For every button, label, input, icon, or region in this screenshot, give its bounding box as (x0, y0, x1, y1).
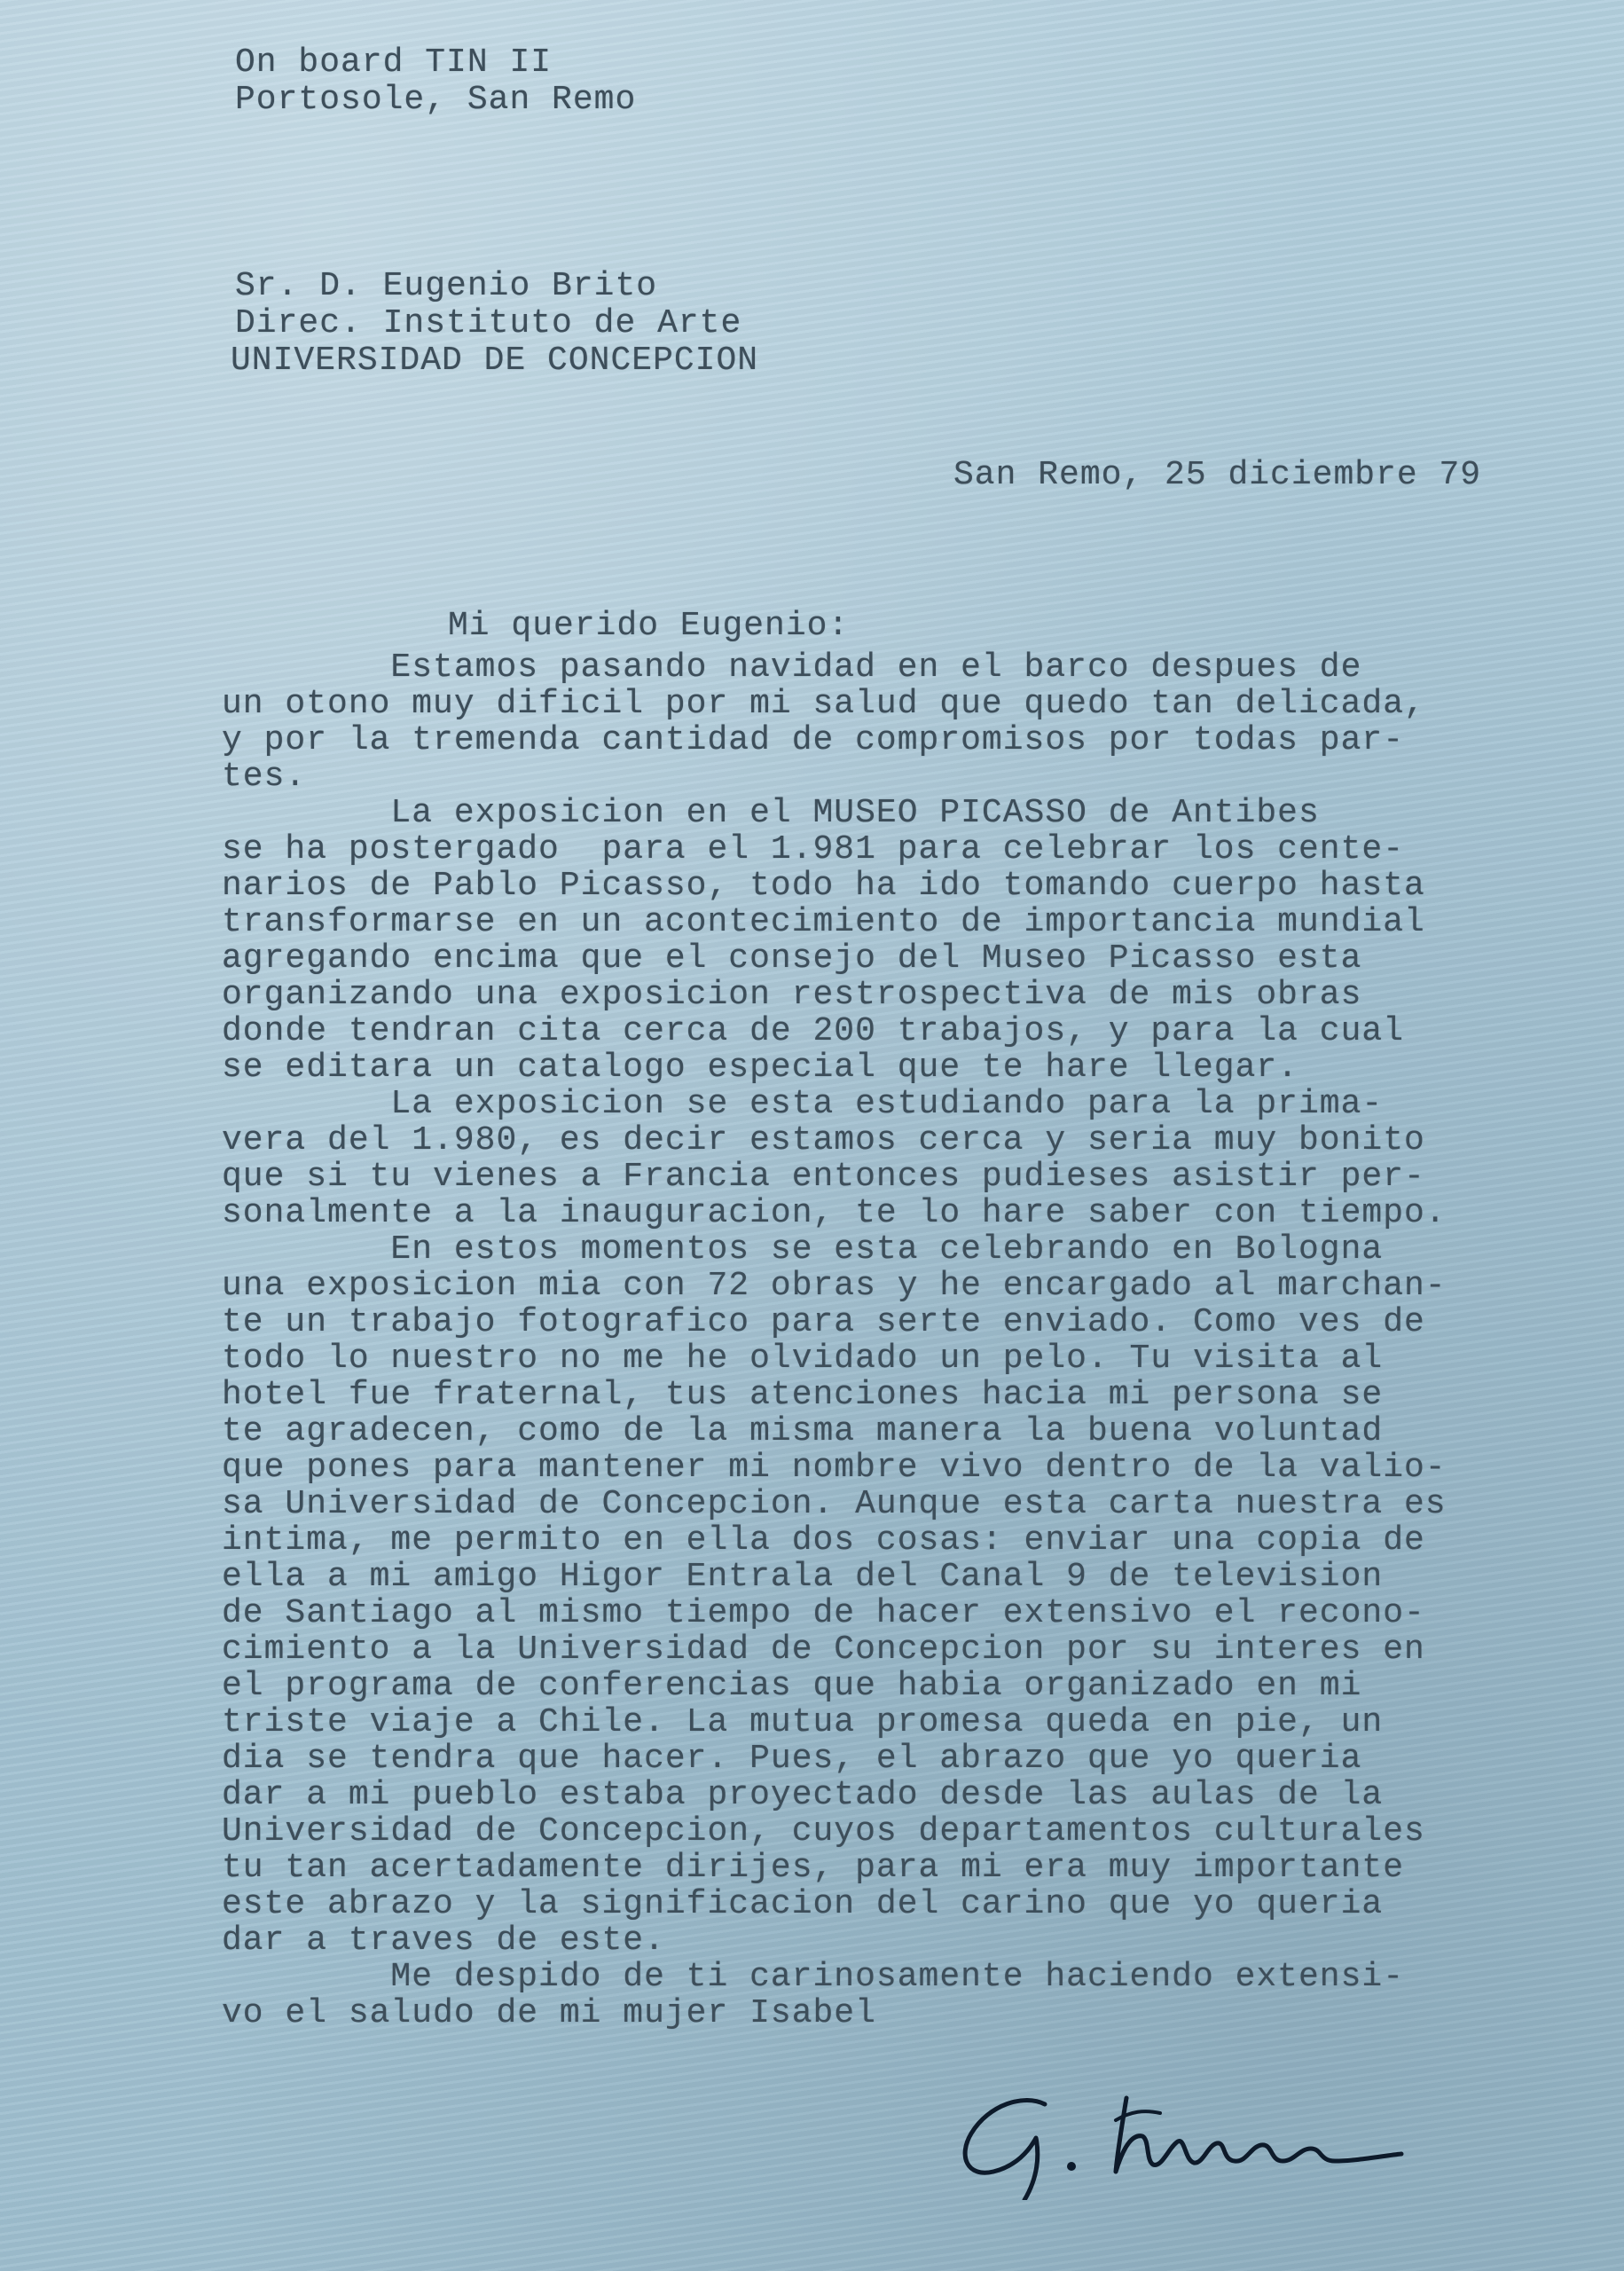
salutation: Mi querido Eugenio: (448, 607, 850, 645)
body-line: intima, me permito en ella dos cosas: enviar una copia de (222, 1521, 1425, 1560)
sender-line-1: On board TIN II (235, 43, 553, 82)
body-line: vo el saludo de mi mujer Isabel (222, 1994, 876, 2032)
body-line: donde tendran cita cerca de 200 trabajos, y para la cual (222, 1012, 1405, 1050)
body-line: tes. (222, 758, 307, 796)
body-line: En estos momentos se esta celebrando en Bologna (222, 1230, 1384, 1269)
body-line: dar a mi pueblo estaba proyectado desde las aulas de la (222, 1776, 1384, 1814)
body-line: te un trabajo fotografico para serte enviado. Como ves de (222, 1303, 1425, 1341)
body-line: organizando una exposicion restrospectiva de mis obras (222, 976, 1362, 1014)
body-line: ella a mi amigo Higor Entrala del Canal 9 de television (222, 1558, 1384, 1596)
body-line: de Santiago al mismo tiempo de hacer extensivo el recono- (222, 1594, 1425, 1632)
body-line: sonalmente a la inauguracion, te lo hare saber con tiempo. (222, 1194, 1447, 1232)
body-line: transformarse en un acontecimiento de importancia mundial (222, 903, 1425, 941)
body-line: Estamos pasando navidad en el barco despues de (222, 648, 1362, 687)
body-line: hotel fue fraternal, tus atenciones hacia mi persona se (222, 1376, 1384, 1414)
body-line: dar a traves de este. (222, 1921, 665, 1960)
body-line: un otono muy dificil por mi salud que quedo tan delicada, (222, 685, 1425, 723)
body-line: La exposicion en el MUSEO PICASSO de Antibes (222, 794, 1320, 832)
body-line: sa Universidad de Concepcion. Aunque esta carta nuestra es (222, 1485, 1447, 1523)
body-line: triste viaje a Chile. La mutua promesa queda en pie, un (222, 1703, 1384, 1741)
body-line: tu tan acertadamente dirijes, para mi era muy importante (222, 1849, 1405, 1887)
body-line: Universidad de Concepcion, cuyos departamentos culturales (222, 1812, 1425, 1851)
body-line: agregando encima que el consejo del Museo Picasso esta (222, 939, 1362, 978)
letter-body (222, 649, 1447, 2031)
recipient-line-1: Sr. D. Eugenio Brito (235, 267, 658, 305)
body-line: una exposicion mia con 72 obras y he encargado al marchan- (222, 1267, 1447, 1305)
body-line: se editara un catalogo especial que te hare llegar. (222, 1049, 1298, 1087)
body-line: se ha postergado para el 1.981 para celebrar los cente- (222, 830, 1405, 868)
body-line: narios de Pablo Picasso, todo ha ido tomando cuerpo hasta (222, 867, 1425, 905)
body-line: te agradecen, como de la misma manera la buena voluntad (222, 1412, 1384, 1450)
body-line: La exposicion se esta estudiando para la prima- (222, 1085, 1384, 1123)
body-line: Me despido de ti carinosamente haciendo extensi- (222, 1958, 1405, 1996)
body-line: y por la tremenda cantidad de compromisos por todas par- (222, 721, 1405, 759)
body-line: todo lo nuestro no me he olvidado un pelo. Tu visita al (222, 1340, 1384, 1378)
body-line: que pones para mantener mi nombre vivo dentro de la valio- (222, 1449, 1447, 1487)
body-line: dia se tendra que hacer. Pues, el abrazo que yo queria (222, 1740, 1362, 1778)
recipient-line-3: UNIVERSIDAD DE CONCEPCION (231, 342, 759, 380)
recipient-line-2: Direc. Instituto de Arte (235, 304, 742, 342)
body-line: el programa de conferencias que habia organizado en mi (222, 1667, 1362, 1705)
signature (940, 2067, 1419, 2200)
body-line: cimiento a la Universidad de Concepcion por su interes en (222, 1631, 1425, 1669)
body-line: vera del 1.980, es decir estamos cerca y seria muy bonito (222, 1121, 1425, 1159)
letter-date: San Remo, 25 diciembre 79 (953, 456, 1482, 494)
body-line: este abrazo y la significacion del carino que yo queria (222, 1885, 1384, 1923)
sender-line-2: Portosole, San Remo (235, 81, 637, 119)
body-line: que si tu vienes a Francia entonces pudieses asistir per- (222, 1158, 1425, 1196)
